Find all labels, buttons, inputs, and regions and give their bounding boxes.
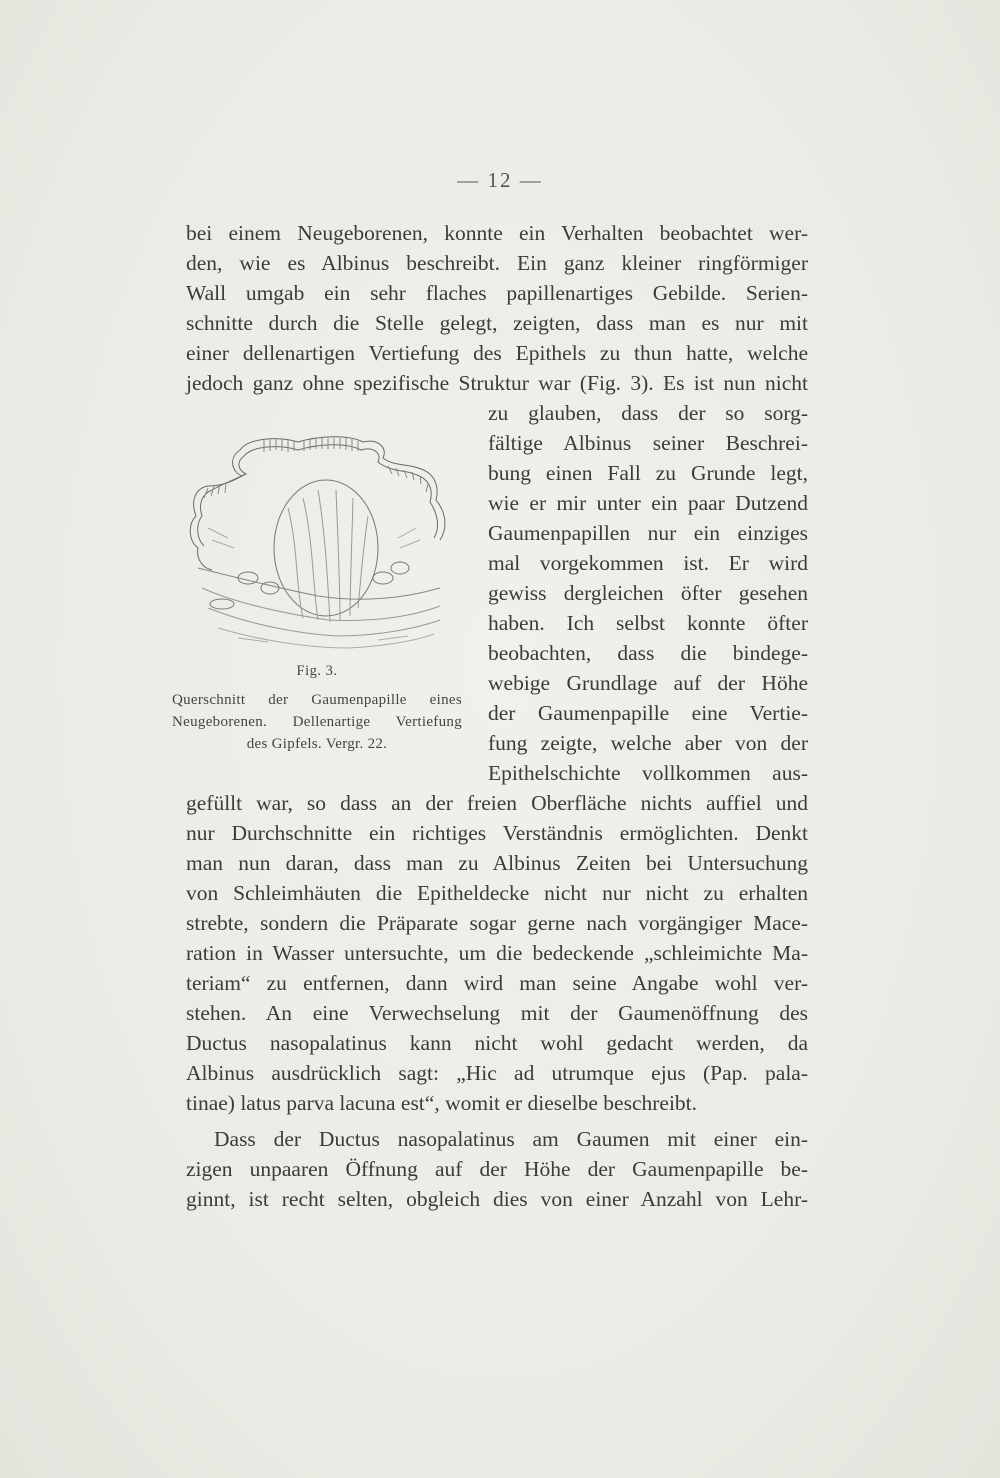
text-line: strebte, sondern die Präparate sogar gerne nach vorgängiger Mace- — [186, 911, 808, 935]
figure-caption-line: des Gipfels. Vergr. 22. — [246, 736, 388, 752]
text-line: nur Durchschnitte ein richtiges Verständnis ermöglichten. Denkt — [186, 821, 808, 845]
text-line: beobachten, dass die bindege- — [488, 641, 808, 665]
text-line: Wall umgab ein sehr flaches papillenartiges Gebilde. Serien- — [186, 281, 808, 305]
text-line: fung zeigte, welche aber von der — [488, 731, 808, 755]
text-line: mal vorgekommen ist. Er wird — [488, 551, 808, 575]
text-line: gewiss dergleichen öfter gesehen — [488, 581, 808, 605]
text-line: einer dellenartigen Vertiefung des Epithels zu thun hatte, welche — [186, 341, 808, 365]
page-number: — 12 — — [457, 168, 543, 192]
figure-label: Fig. 3. — [296, 663, 338, 679]
text-line: Albinus ausdrücklich sagt: „Hic ad utrumque ejus (Pap. pala- — [186, 1061, 808, 1085]
figure-caption-line: Querschnitt der Gaumenpapille eines — [172, 692, 462, 708]
text-line: den, wie es Albinus beschreibt. Ein ganz kleiner ringförmiger — [186, 251, 808, 275]
text-line: zigen unpaaren Öffnung auf der Höhe der Gaumenpapille be- — [186, 1157, 808, 1181]
text-line: gefüllt war, so dass an der freien Oberfläche nichts auffiel und — [186, 791, 808, 815]
text-line: der Gaumenpapille eine Vertie- — [488, 701, 808, 725]
text-line: wie er mir unter ein paar Dutzend — [488, 491, 808, 515]
text-line: man nun daran, dass man zu Albinus Zeiten bei Untersuchung — [186, 851, 808, 875]
text-line: ginnt, ist recht selten, obgleich dies von einer Anzahl von Lehr- — [186, 1187, 808, 1211]
text-line: jedoch ganz ohne spezifische Struktur war (Fig. 3). Es ist nun nicht — [186, 371, 808, 395]
text-line: stehen. An eine Verwechselung mit der Gaumenöffnung des — [186, 1001, 808, 1025]
text-line: bung einen Fall zu Grunde legt, — [488, 461, 808, 485]
text-line: ration in Wasser untersuchte, um die bedeckende „schleimichte Ma- — [186, 941, 808, 965]
text-line: tinae) latus parva lacuna est“, womit er dieselbe beschreibt. — [186, 1091, 698, 1115]
text-line: schnitte durch die Stelle gelegt, zeigten, dass man es nur mit — [186, 311, 808, 335]
figure-caption-line: Neugeborenen. Dellenartige Vertiefung — [172, 714, 462, 730]
text-line: fältige Albinus seiner Beschrei- — [488, 431, 808, 455]
text-line: von Schleimhäuten die Epitheldecke nicht nur nicht zu erhalten — [186, 881, 808, 905]
text-line: Ductus nasopalatinus kann nicht wohl gedacht werden, da — [186, 1031, 808, 1055]
text-line: webige Grundlage auf der Höhe — [488, 671, 808, 695]
text-line: Gaumenpapillen nur ein einziges — [488, 521, 808, 545]
text-line: Epithelschichte vollkommen aus- — [488, 761, 808, 785]
histology-figure-illustration — [178, 428, 460, 660]
text-line: zu glauben, dass der so sorg- — [488, 401, 808, 425]
text-line: Dass der Ductus nasopalatinus am Gaumen mit einer ein- — [214, 1127, 808, 1151]
text-line: teriam“ zu entfernen, dann wird man seine Angabe wohl ver- — [186, 971, 808, 995]
text-line: bei einem Neugeborenen, konnte ein Verhalten beobachtet wer- — [186, 221, 808, 245]
text-line: haben. Ich selbst konnte öfter — [488, 611, 808, 635]
